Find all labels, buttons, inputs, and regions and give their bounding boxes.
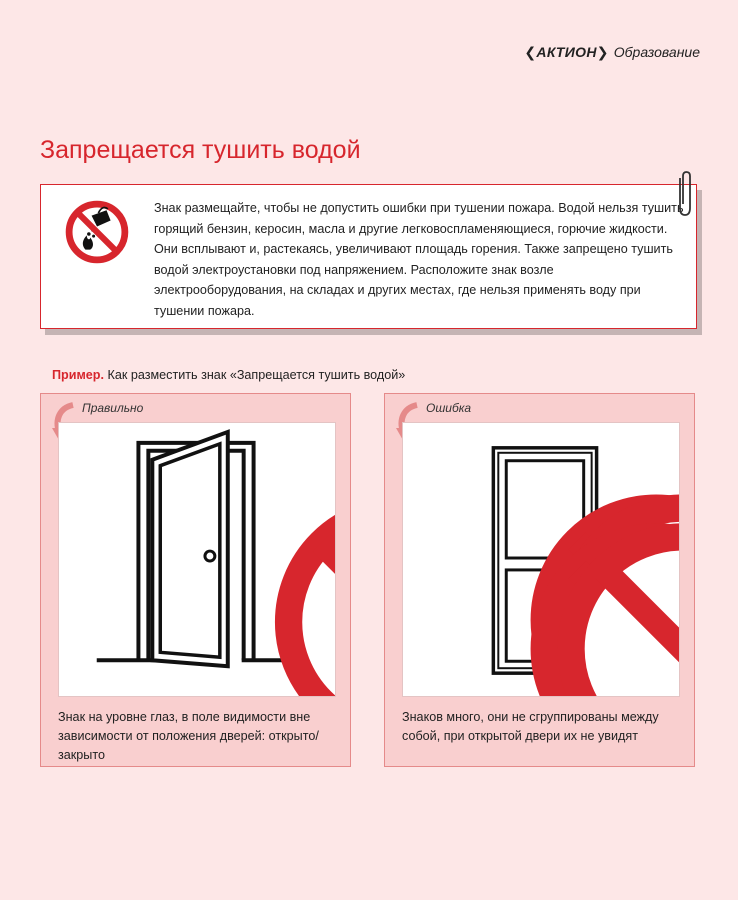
info-card [40,184,697,329]
panel-label-correct: Правильно [82,401,144,415]
example-text: Как разместить знак «Запрещается тушить водой» [107,368,406,382]
info-text: Знак размещайте, чтобы не допустить ошибки при тушении пожара. Водой нельзя тушить горящий бензин, керосин, масла и другие легковоспламеняющиеся, горючие жидкости. Они всплывают и, растекаясь, увеличивают площадь горения. Также запрещено тушить водой электроустановки под напряжением. Расположите знак возле электрооборудования, на складах и других местах, где нельзя применять воду при тушении пожара. [154,201,684,318]
brand-logo-suffix: Образование [613,44,700,60]
open-door-illustration [58,422,336,697]
page-title: Запрещается тушить водой [40,136,361,164]
brand-logo-mark: ❮АКТИОН❯ [524,44,609,60]
panel-caption-correct: Знак на уровне глаз, в поле видимости вне зависимости от положения дверей: открыто/закрыто [58,710,319,762]
no-water-sign-icon [289,510,335,696]
example-lead: Пример. [52,368,104,382]
brand-logo [524,44,700,61]
panel-caption-mistake: Знаков много, они не сгруппированы между собой, при открытой двери их не увидят [402,710,659,743]
example-caption [52,368,405,382]
paperclip-icon [674,170,696,218]
panel-mistake [384,393,695,767]
closed-door-illustration [402,422,680,697]
panel-correct [40,393,351,767]
no-water-sign-icon [63,198,131,266]
panel-label-mistake: Ошибка [426,401,472,415]
